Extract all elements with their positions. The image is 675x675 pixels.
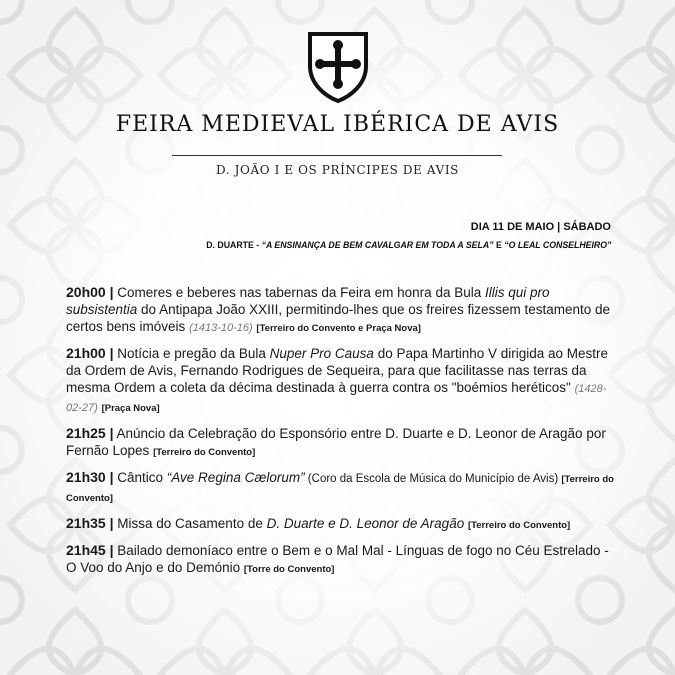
event-text: Comeres e beberes nas tabernas da Feira em honra da Bula	[113, 285, 485, 300]
event-date: (1413-10-16)	[189, 322, 253, 334]
page-title: FEIRA MEDIEVAL IBÉRICA DE AVIS	[115, 112, 560, 137]
event-place: [Terreiro do Convento]	[153, 447, 256, 458]
day-label: DIA 11 DE MAIO | SÁBADO	[470, 221, 611, 233]
event-time: 21h35 |	[66, 515, 114, 531]
event-text: Notícia e pregão da Bula	[113, 346, 270, 361]
event-note: (Coro da Escola de Música do Município de Avis)	[304, 473, 562, 485]
page-subtitle: D. JOÃO I E OS PRÍNCIPES DE AVIS	[215, 163, 460, 177]
program-event	[66, 345, 614, 417]
program-event	[66, 515, 614, 534]
event-text: do Antipapa João XXIII, permitindo-lhes que os freires fizessem testamento de certos bens imóveis	[66, 302, 611, 334]
event-place: [Terreiro do Convento e Praça Nova]	[256, 323, 421, 334]
program-event	[66, 542, 614, 578]
theme-prefix: D. DUARTE -	[205, 240, 262, 251]
event-text: Bailado demoníaco entre o Bem e o Mal Mal - Línguas de fogo no Céu Estrelado - O Voo do Anjo e do Demónio	[66, 543, 609, 575]
theme-mid: E	[493, 240, 504, 251]
title-divider	[172, 155, 502, 156]
event-italic: Nuper Pro Causa	[269, 346, 374, 361]
event-text: Anúncio da Celebração do Esponsório entre D. Duarte e D. Leonor de Aragão por Fernão Lopes	[66, 426, 606, 458]
cross-shield-icon	[307, 30, 369, 104]
event-italic: Illis qui pro subsistentia	[66, 285, 550, 317]
program-event	[66, 284, 614, 337]
event-place: [Praça Nova]	[101, 403, 160, 414]
day-theme	[206, 240, 611, 251]
event-text: Cântico	[113, 470, 167, 485]
event-time: 21h25 |	[66, 425, 114, 441]
event-place: [Terreiro do Convento]	[66, 474, 614, 504]
event-text: Missa do Casamento de	[113, 516, 267, 531]
event-italic: “Ave Regina Cælorum”	[166, 470, 305, 485]
event-italic: D. Duarte e D. Leonor de Aragão	[266, 516, 465, 531]
program-list	[66, 284, 614, 586]
program-event	[66, 469, 614, 507]
event-time: 21h00 |	[66, 345, 114, 361]
event-text: do Papa Martinho V dirigida ao Mestre da Ordem de Avis, Fernando Rodrigues de Sequeira, para que facilitasse nas terras da mesma Ordem a coleta da décima destinada à guerra contra os "boémios heréticos"	[66, 346, 609, 395]
event-time: 21h30 |	[66, 469, 114, 485]
event-time: 20h00 |	[66, 284, 114, 300]
event-time: 21h45 |	[66, 542, 114, 558]
event-date: (1428-02-27)	[66, 383, 607, 414]
theme-quote-1: “A ENSINANÇA DE BEM CAVALGAR EM TODA A SELA”	[261, 240, 494, 251]
program-event	[66, 425, 614, 461]
event-place: [Terreiro do Convento]	[467, 520, 571, 531]
event-place: [Torre do Convento]	[243, 564, 335, 575]
theme-quote-2: “O LEAL CONSELHEIRO”	[503, 240, 611, 251]
